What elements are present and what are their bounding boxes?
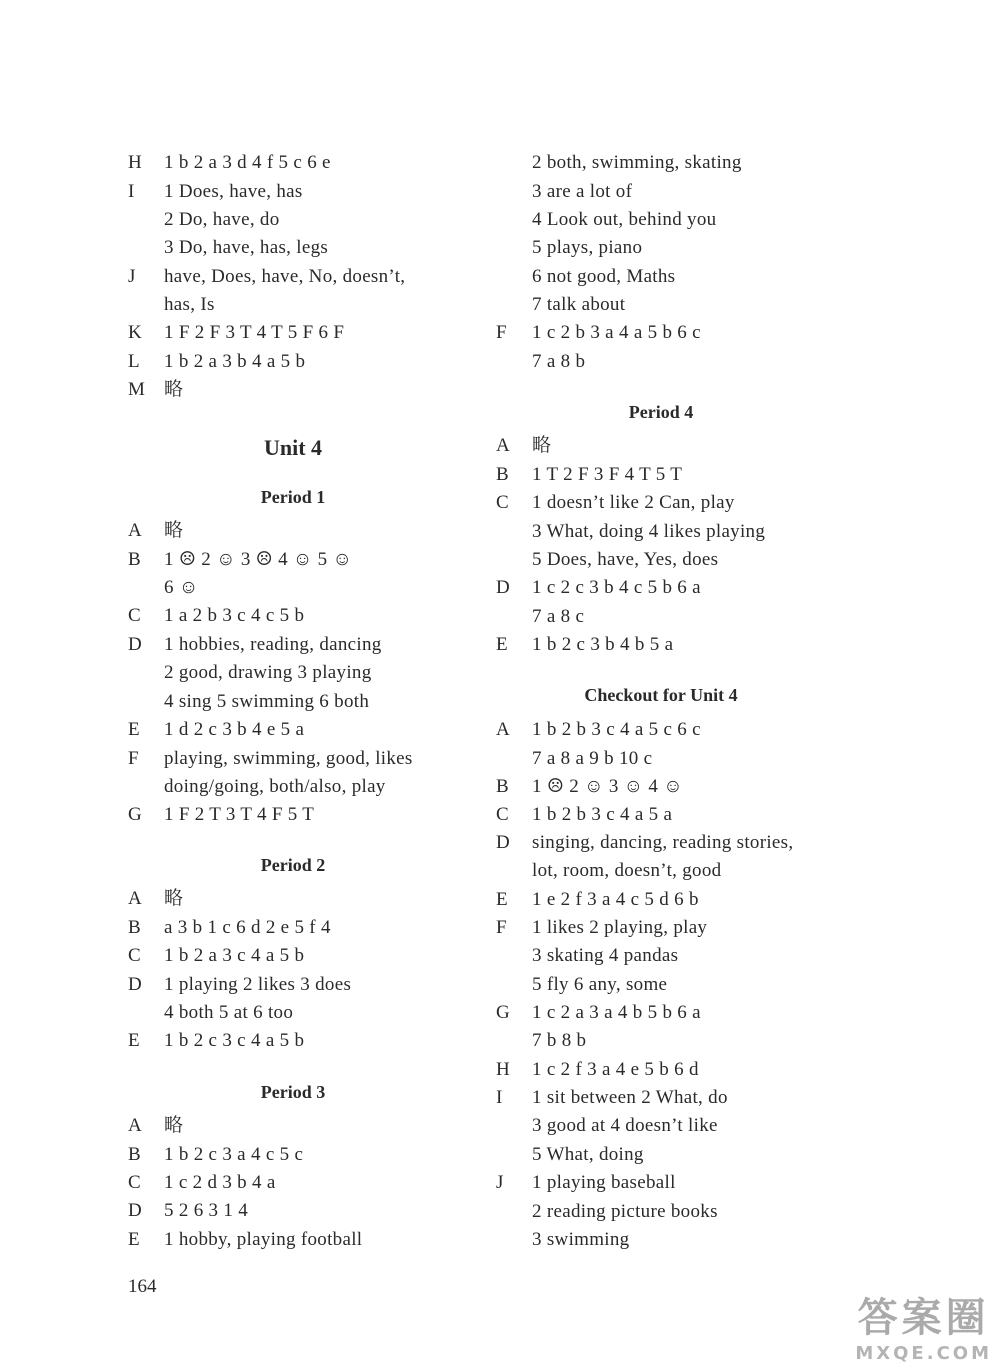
answer-text: 6 ☺ (164, 577, 199, 598)
answer-text: have, Does, have, No, doesn’t, (164, 266, 406, 287)
period-heading: Period 4 (628, 402, 694, 422)
page-number: 164 (128, 1276, 157, 1297)
section-letter: B (128, 549, 141, 570)
answer-text: 6 not good, Maths (532, 266, 676, 287)
answer-text: 3 good at 4 doesn’t like (532, 1115, 718, 1136)
section-letter: C (128, 1172, 141, 1193)
answer-text: 1 b 2 a 3 c 4 a 5 b (164, 945, 305, 966)
answer-text: 略 (164, 520, 184, 541)
section-letter: A (128, 520, 143, 541)
answer-text: 3 Do, have, has, legs (164, 237, 329, 258)
answer-text: 5 plays, piano (532, 237, 643, 258)
answer-text: 1 doesn’t like 2 Can, play (532, 492, 735, 513)
answer-text: 1 c 2 b 3 a 4 a 5 b 6 c (532, 322, 701, 343)
answer-text: 1 b 2 c 3 c 4 a 5 b (164, 1030, 305, 1051)
answer-text: 1 c 2 c 3 b 4 c 5 b 6 a (532, 577, 701, 598)
answer-text: 7 b 8 b (532, 1030, 587, 1051)
answer-text: 3 swimming (532, 1229, 630, 1250)
answer-text: 1 sit between 2 What, do (532, 1087, 728, 1108)
answer-text: 7 a 8 a 9 b 10 c (532, 748, 653, 769)
section-letter: D (496, 832, 511, 853)
answer-text: 1 playing baseball (532, 1172, 676, 1193)
section-letter: L (128, 351, 140, 372)
section-letter: F (496, 322, 507, 343)
section-letter: E (128, 1030, 140, 1051)
answer-text: 2 Do, have, do (164, 209, 280, 230)
answer-text: playing, swimming, good, likes (164, 748, 413, 769)
answer-text: 1 b 2 c 3 a 4 c 5 c (164, 1144, 304, 1165)
answer-text: 4 Look out, behind you (532, 209, 717, 230)
answer-text: 5 2 6 3 1 4 (164, 1200, 249, 1221)
section-letter: H (496, 1059, 511, 1080)
answer-text: 1 e 2 f 3 a 4 c 5 d 6 b (532, 889, 699, 910)
answer-text: 1 likes 2 playing, play (532, 917, 708, 938)
section-letter: D (128, 634, 143, 655)
section-letter: A (128, 1115, 143, 1136)
answer-text: 1 c 2 a 3 a 4 b 5 b 6 a (532, 1002, 701, 1023)
section-letter: A (496, 435, 511, 456)
answer-text: 1 b 2 c 3 b 4 b 5 a (532, 634, 674, 655)
watermark-site: MXQE.COM (855, 1343, 992, 1364)
section-letter: B (128, 1144, 141, 1165)
answer-text: 1 T 2 F 3 F 4 T 5 T (532, 464, 683, 485)
section-letter: C (128, 605, 141, 626)
answer-text: 2 reading picture books (532, 1201, 718, 1222)
answer-text: 1 c 2 d 3 b 4 a (164, 1172, 276, 1193)
section-letter: D (128, 1200, 143, 1221)
section-letter: G (128, 804, 143, 825)
answer-text: 1 ☹ 2 ☺ 3 ☺ 4 ☺ (532, 776, 683, 797)
section-letter: E (496, 889, 508, 910)
watermark-logo (855, 1286, 992, 1364)
section-letter: D (128, 974, 143, 995)
section-letter: I (496, 1087, 503, 1108)
answer-text: a 3 b 1 c 6 d 2 e 5 f 4 (164, 917, 331, 938)
answer-text: 1 b 2 b 3 c 4 a 5 c 6 c (532, 719, 701, 740)
watermark-text: 答案圈 (857, 1295, 990, 1341)
section-letter: E (128, 719, 140, 740)
section-letter: G (496, 1002, 511, 1023)
section-letter: I (128, 181, 135, 202)
answer-text: 5 fly 6 any, some (532, 974, 668, 995)
section-letter: H (128, 152, 143, 173)
answer-text: 2 both, swimming, skating (532, 152, 742, 173)
section-letter: J (496, 1172, 504, 1193)
answer-text: 略 (164, 379, 184, 400)
answer-text: 1 d 2 c 3 b 4 e 5 a (164, 719, 305, 740)
answer-text: 2 good, drawing 3 playing (164, 662, 372, 683)
period-heading: Checkout for Unit 4 (584, 685, 738, 705)
answer-text: doing/going, both/also, play (164, 776, 386, 797)
answer-text: 略 (164, 1115, 184, 1136)
section-letter: K (128, 322, 143, 343)
answer-text: 3 What, doing 4 likes playing (532, 521, 766, 542)
answer-text: 略 (164, 888, 184, 909)
section-letter: D (496, 577, 511, 598)
answer-text: 7 talk about (532, 294, 626, 315)
section-letter: E (128, 1229, 140, 1250)
section-letter: F (128, 748, 139, 769)
section-letter: B (128, 917, 141, 938)
period-heading: Period 2 (260, 855, 326, 875)
section-letter: C (496, 804, 509, 825)
answer-text: 1 b 2 a 3 b 4 a 5 b (164, 351, 306, 372)
section-letter: C (128, 945, 141, 966)
answer-text: 7 a 8 c (532, 606, 585, 627)
answer-text: 3 are a lot of (532, 181, 633, 202)
answer-text: 7 a 8 b (532, 351, 586, 372)
answer-text: 4 sing 5 swimming 6 both (164, 691, 370, 712)
answer-text: 5 What, doing (532, 1144, 644, 1165)
section-letter: B (496, 776, 509, 797)
section-letter: A (496, 719, 511, 740)
answer-text: 3 skating 4 pandas (532, 945, 679, 966)
answer-text: 1 a 2 b 3 c 4 c 5 b (164, 605, 305, 626)
section-letter: B (496, 464, 509, 485)
unit-heading: Unit 4 (263, 435, 323, 460)
period-heading: Period 3 (260, 1082, 326, 1102)
answer-text: 1 F 2 F 3 T 4 T 5 F 6 F (164, 322, 345, 343)
answer-text: 1 Does, have, has (164, 181, 303, 202)
section-letter: J (128, 266, 136, 287)
answer-text: 1 hobbies, reading, dancing (164, 634, 382, 655)
answer-text: singing, dancing, reading stories, (532, 832, 794, 853)
answer-text: 略 (532, 435, 552, 456)
section-letter: M (128, 379, 146, 400)
answer-text: lot, room, doesn’t, good (532, 860, 722, 881)
period-heading: Period 1 (260, 487, 326, 507)
section-letter: C (496, 492, 509, 513)
section-letter: E (496, 634, 508, 655)
answer-text: 1 c 2 f 3 a 4 e 5 b 6 d (532, 1059, 699, 1080)
answer-text: 1 playing 2 likes 3 does (164, 974, 352, 995)
answer-text: 5 Does, have, Yes, does (532, 549, 719, 570)
answer-text: 1 b 2 b 3 c 4 a 5 a (532, 804, 673, 825)
section-letter: F (496, 917, 507, 938)
section-letter: A (128, 888, 143, 909)
answer-text: 1 ☹ 2 ☺ 3 ☹ 4 ☺ 5 ☺ (164, 549, 353, 570)
answer-text: 4 both 5 at 6 too (164, 1002, 294, 1023)
answer-text: has, Is (164, 294, 215, 315)
answer-text: 1 b 2 a 3 d 4 f 5 c 6 e (164, 152, 331, 173)
answer-text: 1 hobby, playing football (164, 1229, 363, 1250)
answer-text: 1 F 2 T 3 T 4 F 5 T (164, 804, 315, 825)
